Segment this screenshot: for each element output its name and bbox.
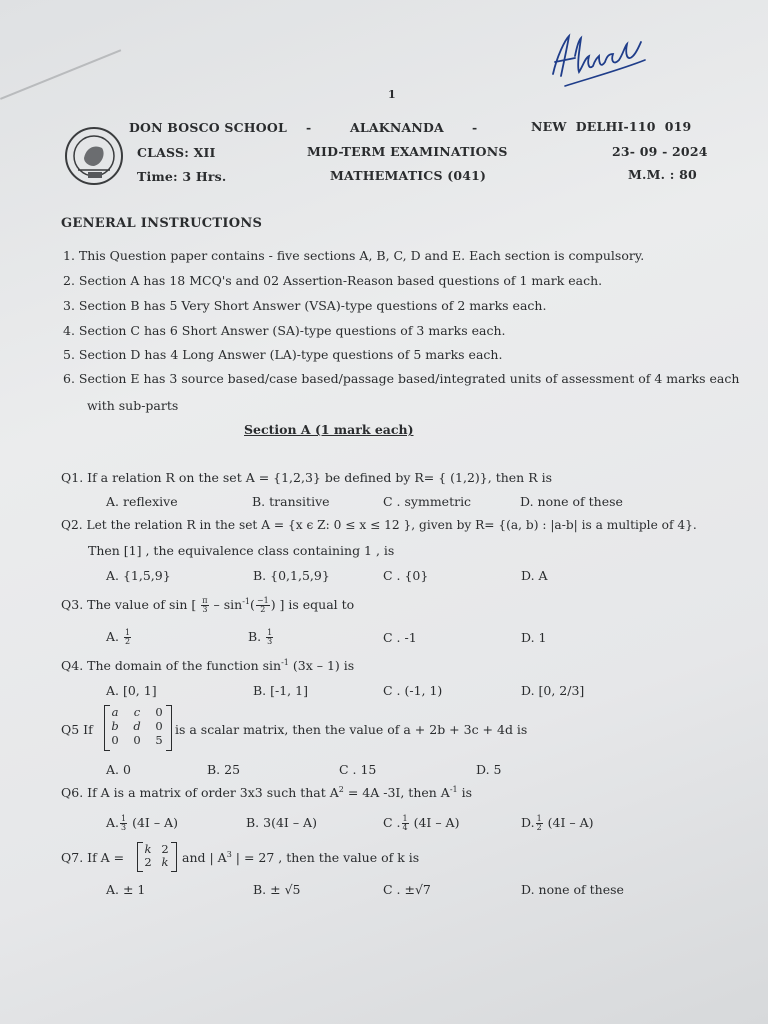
q1-option-d: D. none of these (520, 494, 623, 509)
matrix-cell: k (144, 842, 152, 856)
q7-matrix (137, 842, 177, 870)
q6-option-d (521, 815, 594, 832)
fraction-numerator: 1 (402, 814, 408, 823)
superscript: -1 (242, 597, 250, 606)
option-text: (4I – A) (543, 815, 594, 830)
fraction (120, 815, 127, 832)
q3-text-mid: – sin (213, 597, 243, 613)
option-text: (4I – A) (409, 815, 460, 830)
handwritten-signature (545, 26, 655, 96)
superscript: 2 (338, 785, 344, 794)
instruction-item: 3. Section B has 5 Very Short Answer (VSA)-type questions of 2 marks each. (63, 298, 547, 313)
school-name: DON BOSCO SCHOOL (129, 120, 287, 135)
question-5-text: is a scalar matrix, then the value of a + 2b + 3c + 4d is (175, 722, 528, 737)
fraction-denominator: 3 (121, 823, 127, 832)
instruction-item: 6. Section E has 3 source based/case based/passage based/integrated units of assessment of 4 marks each (63, 371, 740, 386)
q6-text-mid: = 4A -3I, then A (343, 785, 450, 801)
fraction-denominator: 2 (536, 823, 542, 832)
option-text: (4I – A) (128, 815, 178, 830)
fraction-numerator: 1 (536, 814, 542, 823)
fraction (536, 815, 543, 832)
fraction (201, 597, 208, 614)
q6-option-c (383, 815, 459, 832)
matrix-cell: 2 (161, 842, 169, 856)
header-dash: - (472, 120, 478, 135)
fraction-denominator: 3 (267, 637, 273, 646)
fraction-denominator: 2 (125, 637, 131, 646)
matrix-cell: 2 (144, 855, 152, 869)
instruction-item: 5. Section D has 4 Long Answer (LA)-type questions of 5 marks each. (63, 347, 503, 362)
option-label: D. (521, 815, 535, 830)
matrix-cell: 5 (155, 733, 163, 747)
question-6 (61, 785, 472, 800)
q2-option-d: D. A (521, 568, 548, 583)
question-7-text (182, 850, 419, 865)
q1-option-a: A. reflexive (106, 494, 178, 509)
q1-option-b: B. transitive (252, 494, 330, 509)
instruction-item: 2. Section A has 18 MCQ's and 02 Assertion-Reason based questions of 1 mark each. (63, 273, 603, 288)
school-location: NEW DELHI-110 019 (531, 119, 692, 134)
q6-option-a (106, 815, 178, 832)
matrix-cell: c (133, 705, 141, 719)
section-title: Section A (1 mark each) (244, 422, 414, 437)
school-branch: ALAKNANDA (350, 120, 444, 135)
fraction-denominator: 2 (260, 605, 266, 615)
q4-option-d: D. [0, 2/3] (521, 683, 585, 698)
exam-date: 23- 09 - 2024 (612, 144, 708, 159)
q4-text-post: (3x – 1) is (288, 658, 355, 674)
q6-text-post: is (457, 785, 473, 801)
superscript: -1 (449, 785, 458, 794)
max-marks: M.M. : 80 (628, 167, 697, 182)
matrix-cell: 0 (155, 705, 163, 719)
q5-option-a: A. 0 (106, 762, 131, 777)
question-2: Q2. Let the relation R in the set A = {x ϵ Z: 0 ≤ x ≤ 12 }, given by R= {(a, b) : |a-b| is a multiple of 4}. (61, 518, 697, 532)
q7-option-b: B. ± √5 (253, 882, 301, 897)
q4-option-c: C . (-1, 1) (383, 683, 443, 698)
option-label: B. (248, 629, 262, 644)
q3-option-a (106, 629, 132, 646)
subject-title: MATHEMATICS (041) (330, 168, 487, 183)
q7-option-c: C . ±√7 (383, 882, 431, 897)
q2-option-a: A. {1,5,9} (106, 568, 171, 583)
exam-duration: Time: 3 Hrs. (137, 169, 227, 184)
question-5-label: Q5 If (61, 722, 93, 737)
fraction (402, 815, 409, 832)
question-4 (61, 658, 354, 673)
q6-text-pre: Q6. If A is a matrix of order 3x3 such that A (61, 785, 339, 801)
school-logo (64, 126, 124, 186)
class-label: CLASS: XII (137, 145, 216, 160)
q5-option-c: C . 15 (339, 762, 377, 777)
question-7-label: Q7. If A = (61, 850, 125, 865)
matrix-cell: k (161, 855, 169, 869)
option-label: A. (106, 815, 120, 830)
fraction-denominator: 4 (402, 823, 408, 832)
matrix-bracket-right (166, 705, 172, 751)
matrix-cell: 0 (133, 733, 141, 747)
question-1: Q1. If a relation R on the set A = {1,2,3} be defined by R= { (1,2)}, then R is (61, 470, 553, 485)
fraction-numerator: 1 (121, 814, 127, 823)
fraction (124, 629, 131, 646)
fraction (266, 629, 273, 646)
q1-option-c: C . symmetric (383, 494, 472, 509)
q7-option-d: D. none of these (521, 882, 624, 897)
paper-fold-mark (0, 49, 121, 100)
instruction-item: 4. Section C has 6 Short Answer (SA)-type questions of 3 marks each. (63, 323, 506, 338)
q7-text-pre: and | A (182, 850, 227, 866)
superscript: -1 (281, 658, 289, 667)
q4-text-pre: Q4. The domain of the function sin (61, 658, 282, 674)
q3-text-pre: Q3. The value of sin [ (61, 597, 197, 613)
instruction-continuation: with sub-parts (87, 398, 179, 413)
fraction-numerator: 1 (267, 628, 273, 637)
header-dash: - (306, 120, 312, 135)
exam-title: MID-TERM EXAMINATIONS (307, 144, 508, 159)
instruction-item: 1. This Question paper contains - five sections A, B, C, D and E. Each section is compulsory. (63, 248, 645, 263)
question-3 (61, 597, 354, 614)
q7-option-a: A. ± 1 (106, 882, 146, 897)
q2-option-b: B. {0,1,5,9} (253, 568, 330, 583)
q2-option-c: C . {0} (383, 568, 429, 583)
q5-option-d: D. 5 (476, 762, 502, 777)
fraction-numerator: −1 (256, 596, 269, 606)
q5-option-b: B. 25 (207, 762, 241, 777)
superscript: 3 (226, 850, 232, 859)
q6-option-b: B. 3(4I – A) (246, 815, 317, 830)
option-label: A. (106, 629, 120, 644)
matrix-cell: a (111, 705, 119, 719)
q3-option-d: D. 1 (521, 630, 547, 645)
q7-text-post: | = 27 , then the value of k is (231, 850, 420, 866)
question-2-line-2: Then [1] , the equivalence class containing 1 , is (88, 543, 395, 558)
q3-text-post: ) ] is equal to (270, 597, 355, 613)
q4-option-a: A. [0, 1] (106, 683, 157, 698)
q4-option-b: B. [-1, 1] (253, 683, 308, 698)
matrix-cell: 0 (111, 733, 119, 747)
q5-matrix (104, 705, 172, 749)
fraction (256, 597, 270, 614)
page-number: 1 (388, 88, 396, 101)
q3-paren: ( (250, 597, 255, 613)
fraction-numerator: π (202, 596, 208, 606)
matrix-cell: 0 (155, 719, 163, 733)
option-label: C . (383, 815, 401, 830)
fraction-numerator: 1 (125, 628, 131, 637)
q3-option-c: C . -1 (383, 630, 417, 645)
q3-option-b (248, 629, 274, 646)
matrix-bracket-right (171, 842, 177, 872)
fraction-denominator: 3 (202, 605, 208, 615)
instructions-title: GENERAL INSTRUCTIONS (61, 216, 263, 231)
matrix-cell: d (133, 719, 141, 733)
matrix-cell: b (111, 719, 119, 733)
